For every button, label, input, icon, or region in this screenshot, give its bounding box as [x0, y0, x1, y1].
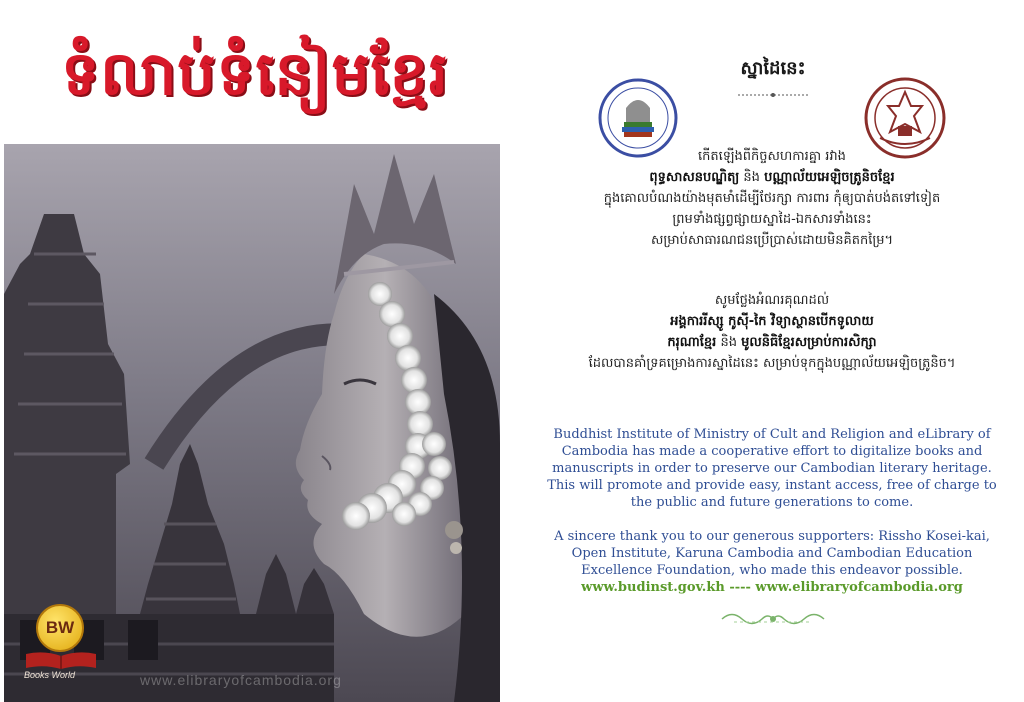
khmer-thanks-line3	[552, 332, 992, 353]
publisher-logo	[18, 604, 108, 690]
credits-heading: ស្នាដៃនេះ	[740, 58, 806, 79]
khmer-thanks-line2: អង្គការរីស្សូ កូស៊ី-កៃ វិទ្យាស្ថានបើកទូលាយ	[670, 314, 874, 329]
open-book-icon	[24, 650, 98, 670]
book-cover	[0, 0, 500, 702]
cover-watermark: www.elibraryofcambodia.org	[140, 672, 342, 688]
khmer-intro-line3: ក្នុងគោលបំណងយ៉ាងមុតមាំដើម្បីថែរក្សា ការពារ កុំឲ្យបាត់បង់តទៅទៀត	[603, 191, 941, 206]
khmer-intro-line1: កើតឡើងពីកិច្ចសហការគ្នា រវាង	[698, 149, 846, 164]
website-links[interactable]: www.budinst.gov.kh ---- www.elibraryofcambodia.org	[581, 580, 963, 595]
buddhist-institute-name: ពុទ្ធសាសនបណ្ឌិត្យ	[649, 170, 740, 185]
elibrary-name: បណ្ណាល័យអេឡិចត្រូនិចខ្មែរ	[764, 170, 895, 185]
english-intro	[546, 426, 998, 511]
khmer-intro-line5: សម្រាប់សាធារណជនប្រើប្រាស់ដោយមិនគិតកម្រៃ។	[650, 233, 894, 248]
publisher-name: Books World	[24, 670, 76, 680]
khmer-thanks-line1: សូមថ្លែងអំណរគុណដល់	[714, 293, 830, 308]
conjunction: និង	[716, 335, 742, 350]
cover-title: ទំលាប់ទំនៀមខ្មែរ	[61, 39, 449, 109]
karuna-name: ករុណាខ្មែរ	[667, 335, 717, 350]
khmer-intro-line4: ព្រមទាំងផ្សព្វផ្សាយស្នាដៃ-ឯកសារទាំងនេះ	[672, 212, 872, 227]
credits-page	[512, 0, 1024, 702]
footer-ornament	[718, 610, 828, 628]
english-thanks	[546, 528, 998, 579]
khmer-thanks	[552, 290, 992, 374]
heading-divider	[738, 92, 808, 98]
conjunction: និង	[739, 170, 765, 185]
english-intro-text: Buddhist Institute of Ministry of Cult and Religion and eLibrary of Cambodia has made a cooperative effort to digitalize books and manuscripts in order to preserve our Cambodian literary heritage. This will promote and provide easy, instant access, free of charge to the public and future generations to come.	[547, 427, 997, 510]
khmer-intro	[552, 146, 992, 251]
publisher-badge: BW	[36, 604, 84, 652]
khmer-thanks-line4: ដែលបានគាំទ្រគម្រោងការស្នាដៃនេះ សម្រាប់ទុកក្នុងបណ្ណាល័យអេឡិចត្រូនិច។	[588, 356, 956, 371]
foundation-name: មូលនិធិខ្មែរសម្រាប់ការសិក្សា	[741, 335, 877, 350]
khmer-intro-line2	[552, 167, 992, 188]
english-thanks-text: A sincere thank you to our generous supporters: Rissho Kosei-kai, Open Institute, Karuna Cambodia and Cambodian Education Excellence Foundation, who made this endeavor possible.	[554, 529, 990, 578]
